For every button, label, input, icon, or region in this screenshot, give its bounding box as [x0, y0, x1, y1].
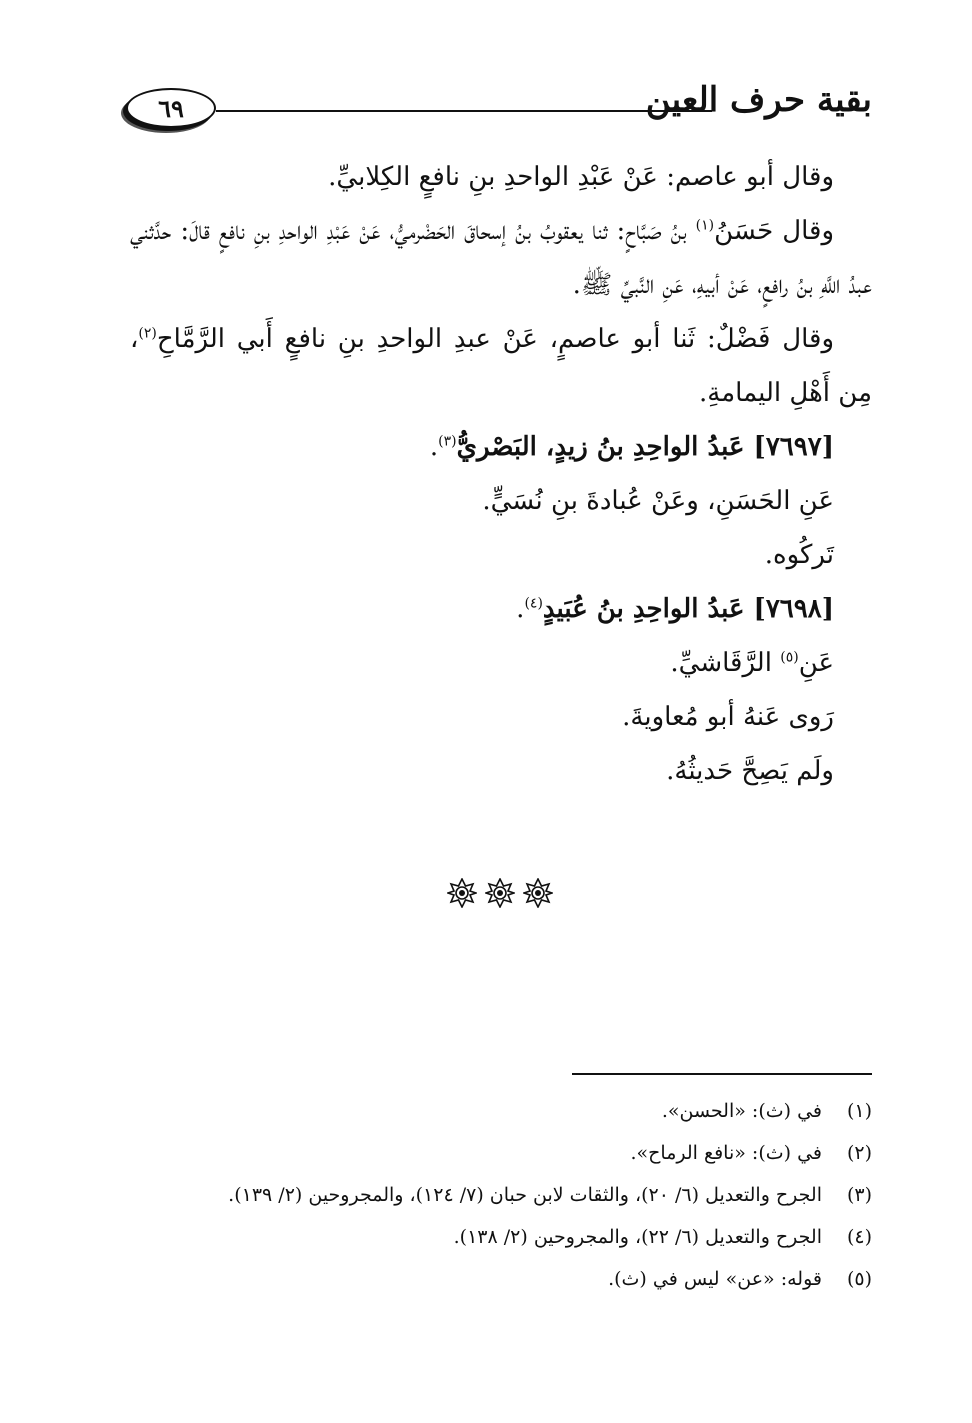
paragraph-3	[130, 312, 872, 420]
footnote-1-number: (١)	[846, 1100, 872, 1122]
page-header	[120, 76, 872, 140]
footnote-4	[130, 1216, 872, 1258]
footnote-4-text: الجرح والتعديل (٦/ ٢٢)، والمجروحين (٢/ ١٣٨).	[453, 1226, 822, 1248]
paragraph-2	[130, 204, 872, 312]
entry-7697-line-1: عَنِ الحَسَنِ، وعَنْ عُبادةَ بنِ نُسَيٍّ.	[482, 486, 834, 516]
footnotes	[130, 1090, 872, 1300]
footnote-separator	[572, 1073, 872, 1075]
entry-7697-title: [٧٦٩٧] عَبدُ الواحِدِ بنُ زيدٍ، البَصْريُّ	[456, 432, 834, 462]
footnote-ref-3: (٣)	[438, 433, 457, 450]
footnote-5-number: (٥)	[846, 1268, 872, 1290]
page-number-oval	[126, 88, 216, 128]
paragraph-1-text: وقال أبو عاصم: عَنْ عَبْدِ الواحدِ بنِ نافعٍ الكِلابيِّ.	[328, 162, 834, 192]
flower-ornament-icon	[447, 878, 477, 908]
flower-ornament-icon	[523, 878, 553, 908]
main-text	[130, 150, 872, 798]
footnote-ref-4: (٤)	[524, 595, 543, 612]
footnote-5-text: قوله: «عن» ليس في (ث).	[608, 1268, 822, 1290]
paragraph-1	[130, 150, 872, 204]
paragraph-2-text-b: بنُ صَبَّاحٍ: ثنا يعقوبُ بنُ إسحاقَ الحَضْرميُّ، عَنْ عَبْدِ الواحدِ بنِ نافعٍ قالَ: حدَّثني عبدُ اللَّهِ بنُ رافعٍ، عَنْ أبيهِ، عَنِ النَّبيِّ ﷺ.	[130, 216, 872, 300]
section-end-ornaments	[440, 875, 560, 911]
footnote-ref-1: (١)	[695, 217, 715, 234]
footnote-2-text: في (ث): «نافع الرماح».	[630, 1142, 822, 1164]
entry-7698-title: [٧٦٩٨] عَبدُ الواحِدِ بنُ عُبَيدٍ	[542, 594, 834, 624]
entry-7697-line-2: تَركُوه.	[764, 540, 834, 570]
footnote-1	[130, 1090, 872, 1132]
entry-7698-line-3: ولَم يَصِحَّ حَديثُهُ.	[666, 756, 834, 786]
footnote-2-number: (٢)	[846, 1142, 872, 1164]
entry-7698-line-1	[130, 636, 872, 690]
footnote-ref-2: (٢)	[138, 325, 157, 342]
footnote-1-text: في (ث): «الحسن».	[661, 1100, 822, 1122]
paragraph-3-text-b: ، مِن أَهْلِ اليمامةِ.	[130, 324, 872, 408]
entry-7698-line-2: رَوى عَنهُ أبو مُعاويةَ.	[622, 702, 834, 732]
running-title: بقية حرف العين	[645, 80, 872, 120]
footnote-2	[130, 1132, 872, 1174]
paragraph-3-text-a: وقال فَضْلٌ: ثَنا أبو عاصمٍ، عَنْ عبدِ الواحدِ بنِ نافعٍ أَبي الرَّمَّاحِ	[156, 324, 834, 354]
page-number: ٦٩	[158, 93, 184, 123]
entry-7697-heading	[130, 420, 872, 474]
entry-7698-line-1-a: عَنِ	[798, 648, 834, 678]
footnote-ref-5: (٥)	[780, 649, 799, 666]
footnote-4-number: (٤)	[846, 1226, 872, 1248]
entry-7698-line-1-b: الرَّقَاشيِّ.	[670, 648, 781, 678]
footnote-3-number: (٣)	[846, 1184, 872, 1206]
entry-7698-period: .	[516, 594, 525, 624]
entry-7697-period: .	[429, 432, 439, 462]
flower-ornament-icon	[485, 878, 515, 908]
footnote-5	[130, 1258, 872, 1300]
entry-7698-heading	[130, 582, 872, 636]
footnote-3-text: الجرح والتعديل (٦/ ٢٠)، والثقات لابن حبان (٧/ ١٢٤)، والمجروحين (٢/ ١٣٩).	[228, 1184, 822, 1206]
header-rule	[216, 110, 712, 112]
footnote-3	[130, 1174, 872, 1216]
paragraph-2-text-a: وقال حَسَنُ	[714, 216, 835, 246]
